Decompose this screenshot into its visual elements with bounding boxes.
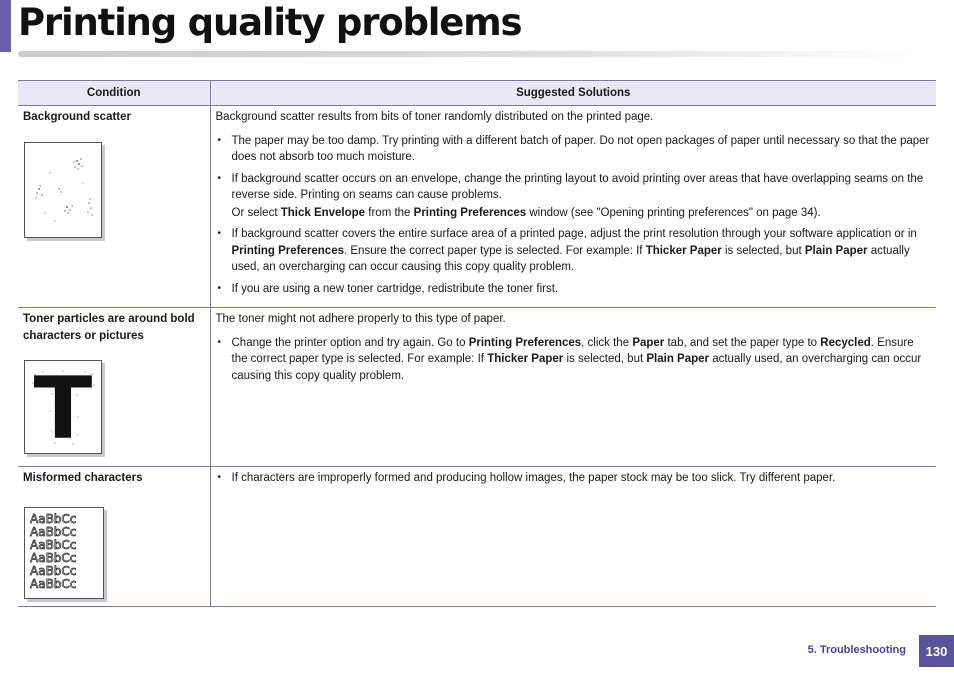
list-item: • If background scatter covers the entire surface area of a printed page, adjust the print resolution through your software application or in Printing Preferences. Ensure the correct paper type is selected. For example: If Thicker Paper is selected, but Plain Paper actually used, an overcharging can occur causing this copy quality problem. (216, 226, 931, 276)
solutions-cell (210, 106, 936, 308)
condition-label: Misformed characters (23, 472, 143, 484)
header-solutions: Suggested Solutions (210, 81, 936, 106)
condition-cell (18, 106, 210, 308)
condition-cell (18, 467, 210, 607)
list-item (216, 133, 931, 166)
solution-text: If background scatter occurs on an envelope, change the printing layout to avoid printing over areas that have overlapping seams on the reverse side. Printing on seams can cause problems. (231, 172, 924, 201)
sample-line: AaBbCc (30, 524, 77, 539)
sample-line: AaBbCc (30, 576, 77, 591)
condition-label: Background scatter (23, 111, 132, 123)
header-condition: Condition (18, 81, 210, 106)
page-title: Printing quality problems (18, 1, 522, 44)
list-item (216, 470, 931, 487)
title-accent-bar (0, 0, 11, 52)
misformed-characters-sample-image (24, 507, 104, 599)
table-row (18, 308, 936, 467)
background-scatter-sample-image (24, 142, 102, 238)
solution-subtext: Or select Thick Envelope from the Printing Preferences window (see "Opening printing preferences" on page 34). (231, 206, 821, 219)
sample-line: AaBbCc (30, 537, 77, 552)
title-underline (18, 51, 918, 57)
table-header-row (18, 81, 936, 106)
scatter-illustration (25, 143, 101, 237)
solution-text: The paper may be too damp. Try printing with a different batch of paper. Do not open packages of paper until necessary so that the paper does not absorb too much moisture. (231, 134, 930, 163)
solution-intro: The toner might not adhere properly to this type of paper. (215, 313, 506, 325)
solutions-cell (210, 467, 936, 607)
condition-cell (18, 308, 210, 467)
list-item: • Change the printer option and try again. Go to Printing Preferences, click the Paper tab, and set the paper type to Recycled. Ensure the correct paper type is selected. For example: If Thicker Paper is selected, but Plain Paper actually used, an overcharging can occur causing this copy quality problem. (216, 335, 931, 385)
solution-text: If characters are improperly formed and producing hollow images, the paper stock may be too slick. Try different paper. (231, 472, 836, 484)
solution-intro: Background scatter results from bits of toner randomly distributed on the printed page. (215, 111, 654, 123)
list-item (216, 281, 931, 298)
table-row (18, 106, 936, 308)
solution-list (216, 470, 931, 487)
solution-list (216, 133, 931, 298)
sample-line: AaBbCc (30, 550, 77, 565)
solutions-cell (210, 308, 936, 467)
solution-text: If you are using a new toner cartridge, redistribute the toner first. (231, 282, 559, 295)
bold-t-illustration (25, 361, 101, 453)
footer-section-label: 5. Troubleshooting (807, 644, 906, 656)
misformed-characters-illustration (25, 508, 103, 598)
solution-list (216, 335, 931, 385)
bold-t-letter: T (33, 361, 93, 453)
list-item (216, 171, 931, 222)
toner-particles-sample-image (24, 360, 102, 454)
page-number-badge: 130 (919, 635, 954, 667)
quality-problems-table (18, 80, 936, 607)
sample-line: AaBbCc (30, 511, 77, 526)
sample-line: AaBbCc (30, 563, 77, 578)
condition-label: Toner particles are around bold characters or pictures (23, 313, 195, 342)
table-row (18, 467, 936, 607)
